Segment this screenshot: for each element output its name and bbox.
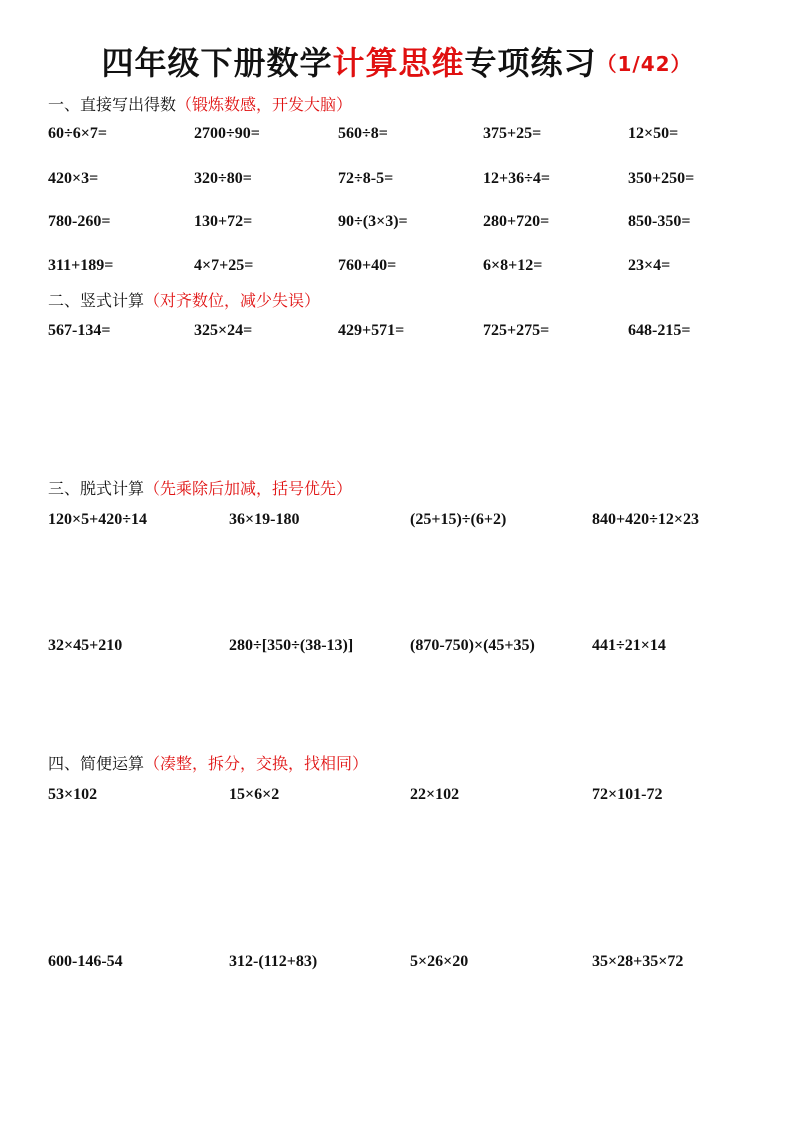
problem: 120×5+420÷14 (48, 511, 148, 528)
problem: 32×45+210 (48, 637, 123, 654)
problem-row (0, 953, 793, 977)
problem: 35×28+35×72 (592, 953, 684, 970)
problem-row (0, 511, 793, 535)
problem: 840+420÷12×23 (592, 511, 700, 528)
problem: 567-134= (48, 322, 111, 339)
problem-row (0, 322, 793, 346)
problem: 22×102 (410, 786, 460, 803)
problem-row (0, 213, 793, 237)
section-heading-text: 三、脱式计算 (48, 479, 145, 498)
problem: 429+571= (338, 322, 405, 339)
page-title (0, 38, 793, 84)
problem: 36×19-180 (229, 511, 300, 528)
problem: 5×26×20 (410, 953, 469, 970)
problem: 23×4= (628, 257, 671, 274)
problem: 648-215= (628, 322, 691, 339)
problem: 4×7+25= (194, 257, 254, 274)
problem: 760+40= (338, 257, 397, 274)
section-hint: （对齐数位，减少失误） (144, 291, 321, 310)
section-hint: （先乘除后加减，括号优先） (144, 479, 353, 498)
title-start: 四年级下册数学 (101, 44, 333, 82)
problem-row (0, 257, 793, 281)
section-1-heading (48, 92, 352, 115)
problem: (870-750)×(45+35) (410, 637, 535, 654)
problem: 60÷6×7= (48, 125, 108, 142)
section-hint: （凑整，拆分，交换，找相同） (144, 754, 369, 773)
problem: 280+720= (483, 213, 550, 230)
problem: 560÷8= (338, 125, 388, 142)
problem: 325×24= (194, 322, 253, 339)
problem: 420×3= (48, 170, 99, 187)
section-2-heading (48, 288, 320, 311)
problem: 441÷21×14 (592, 637, 666, 654)
problem: 53×102 (48, 786, 98, 803)
problem-row (0, 637, 793, 661)
problem-row (0, 125, 793, 149)
section-heading-text: 一、直接写出得数 (48, 95, 177, 114)
problem: 6×8+12= (483, 257, 543, 274)
problem: 312-(112+83) (229, 953, 318, 970)
title-end: 专项练习 (464, 44, 597, 82)
problem: 375+25= (483, 125, 542, 142)
problem-row (0, 786, 793, 810)
problem: 320÷80= (194, 170, 252, 187)
problem: 90÷(3×3)= (338, 213, 408, 230)
problem: 130+72= (194, 213, 253, 230)
problem-row (0, 170, 793, 194)
problem: 72×101-72 (592, 786, 663, 803)
problem: 72÷8-5= (338, 170, 394, 187)
problem: 15×6×2 (229, 786, 280, 803)
problem: 2700÷90= (194, 125, 260, 142)
section-4-heading (48, 751, 368, 774)
problem: 12×50= (628, 125, 679, 142)
problem: 280÷[350÷(38-13)] (229, 637, 354, 654)
page-number: （1/42） (596, 52, 692, 76)
section-heading-text: 二、竖式计算 (48, 291, 145, 310)
problem: 350+250= (628, 170, 695, 187)
problem: 780-260= (48, 213, 111, 230)
problem: 600-146-54 (48, 953, 123, 970)
problem: 311+189= (48, 257, 114, 274)
problem: 12+36÷4= (483, 170, 551, 187)
section-3-heading (48, 476, 352, 499)
section-hint: （锻炼数感，开发大脑） (176, 95, 353, 114)
problem: 850-350= (628, 213, 691, 230)
section-heading-text: 四、简便运算 (48, 754, 145, 773)
problem: (25+15)÷(6+2) (410, 511, 507, 528)
title-highlight: 计算思维 (332, 44, 465, 82)
problem: 725+275= (483, 322, 550, 339)
